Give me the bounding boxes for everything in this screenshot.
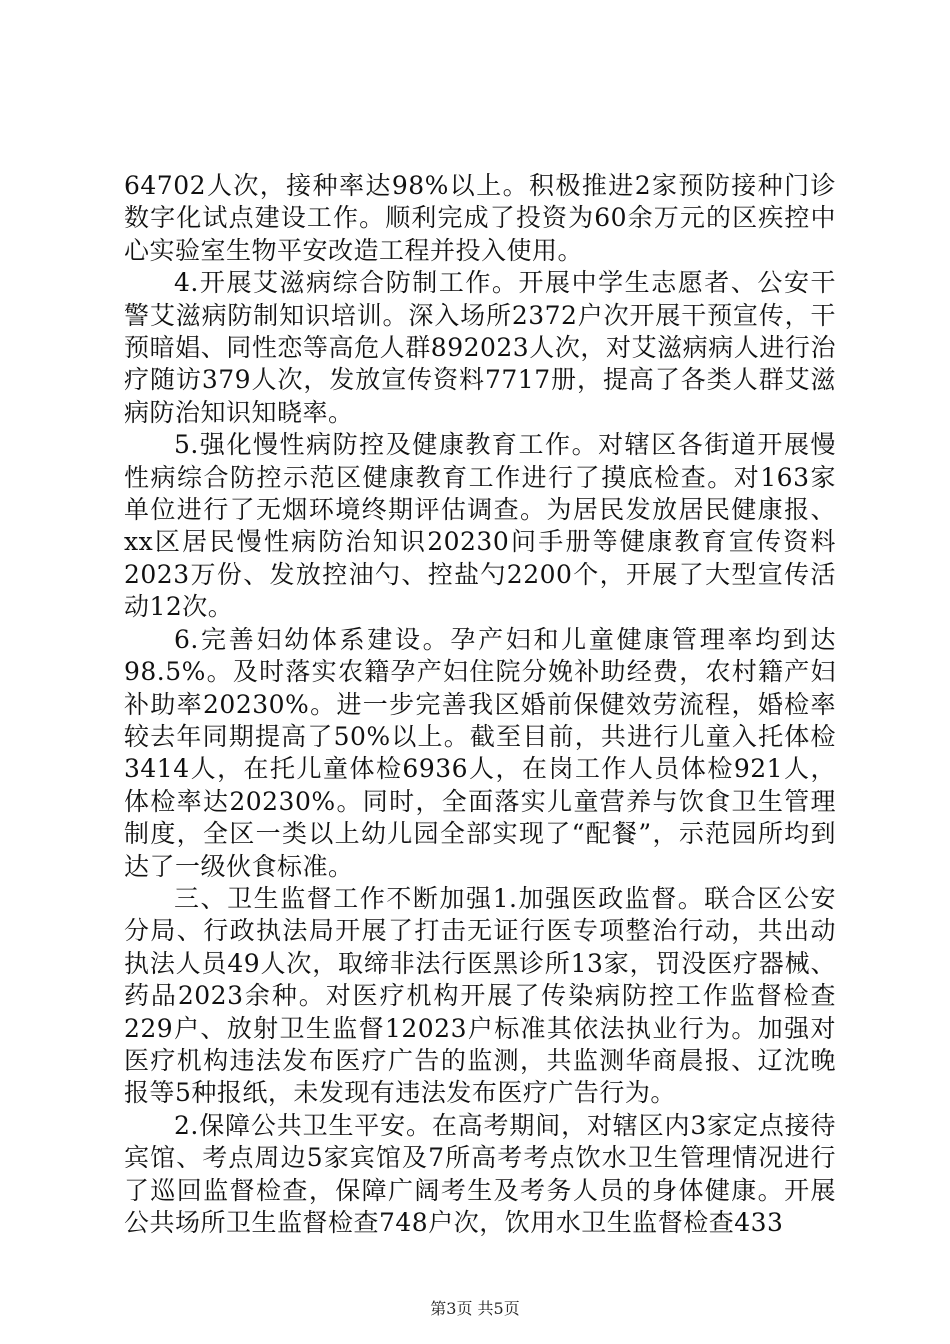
- document-body: [124, 170, 836, 1239]
- paragraph-maternal-child: 6.完善妇幼体系建设。孕产妇和儿童健康管理率均到达98.5%。及时落实农籍孕产妇住院分娩补助经费，农村籍产妇补助率20230%。进一步完善我区婚前保健效劳流程，婚检率较去年同期提高了50%以上。截至目前，共进行儿童入托体检3414人，在托儿童体检6936人，在岗工作人员体检921人，体检率达20230%。同时，全面落实儿童营养与饮食卫生管理制度，全区一类以上幼儿园全部实现了“配餐”，示范园所均到达了一级伙食标准。: [124, 624, 836, 881]
- page-number-footer: 第3页 共5页: [430, 1299, 520, 1318]
- paragraph-public-health-safety: 2.保障公共卫生平安。在高考期间，对辖区内3家定点接待宾馆、考点周边5家宾馆及7所高考考点饮水卫生管理情况进行了巡回监督检查，保障广阔考生及考务人员的身体健康。开展公共场所卫生监督检查748户次，饮用水卫生监督检查433: [124, 1110, 836, 1237]
- paragraph-vaccination-continued: 64702人次，接种率达98%以上。积极推进2家预防接种门诊数字化试点建设工作。顺利完成了投资为60余万元的区疾控中心实验室生物平安改造工程并投入使用。: [124, 171, 836, 265]
- paragraph-health-supervision: 三、卫生监督工作不断加强1.加强医政监督。联合区公安分局、行政执法局开展了打击无证行医专项整治行动，共出动执法人员49人次，取缔非法行医黑诊所13家，罚没医疗器械、药品2023余种。对医疗机构开展了传染病防控工作监督检查229户、放射卫生监督12023户标准其依法执业行为。加强对医疗机构违法发布医疗广告的监测，共监测华商晨报、辽沈晚报等5种报纸，未发现有违法发布医疗广告行为。: [124, 883, 836, 1108]
- paragraph-aids-prevention: 4.开展艾滋病综合防制工作。开展中学生志愿者、公安干警艾滋病防制知识培训。深入场所2372户次开展干预宣传，干预暗娼、同性恋等高危人群892023人次，对艾滋病病人进行治疗随访379人次，发放宣传资料7717册，提高了各类人群艾滋病防治知识知晓率。: [124, 268, 836, 427]
- paragraph-chronic-disease: 5.强化慢性病防控及健康教育工作。对辖区各街道开展慢性病综合防控示范区健康教育工作进行了摸底检查。对163家单位进行了无烟环境终期评估调查。为居民发放居民健康报、xx区居民慢性病防治知识20230问手册等健康教育宣传资料2023万份、发放控油勺、控盐勺2200个，开展了大型宣传活动12次。: [124, 430, 836, 622]
